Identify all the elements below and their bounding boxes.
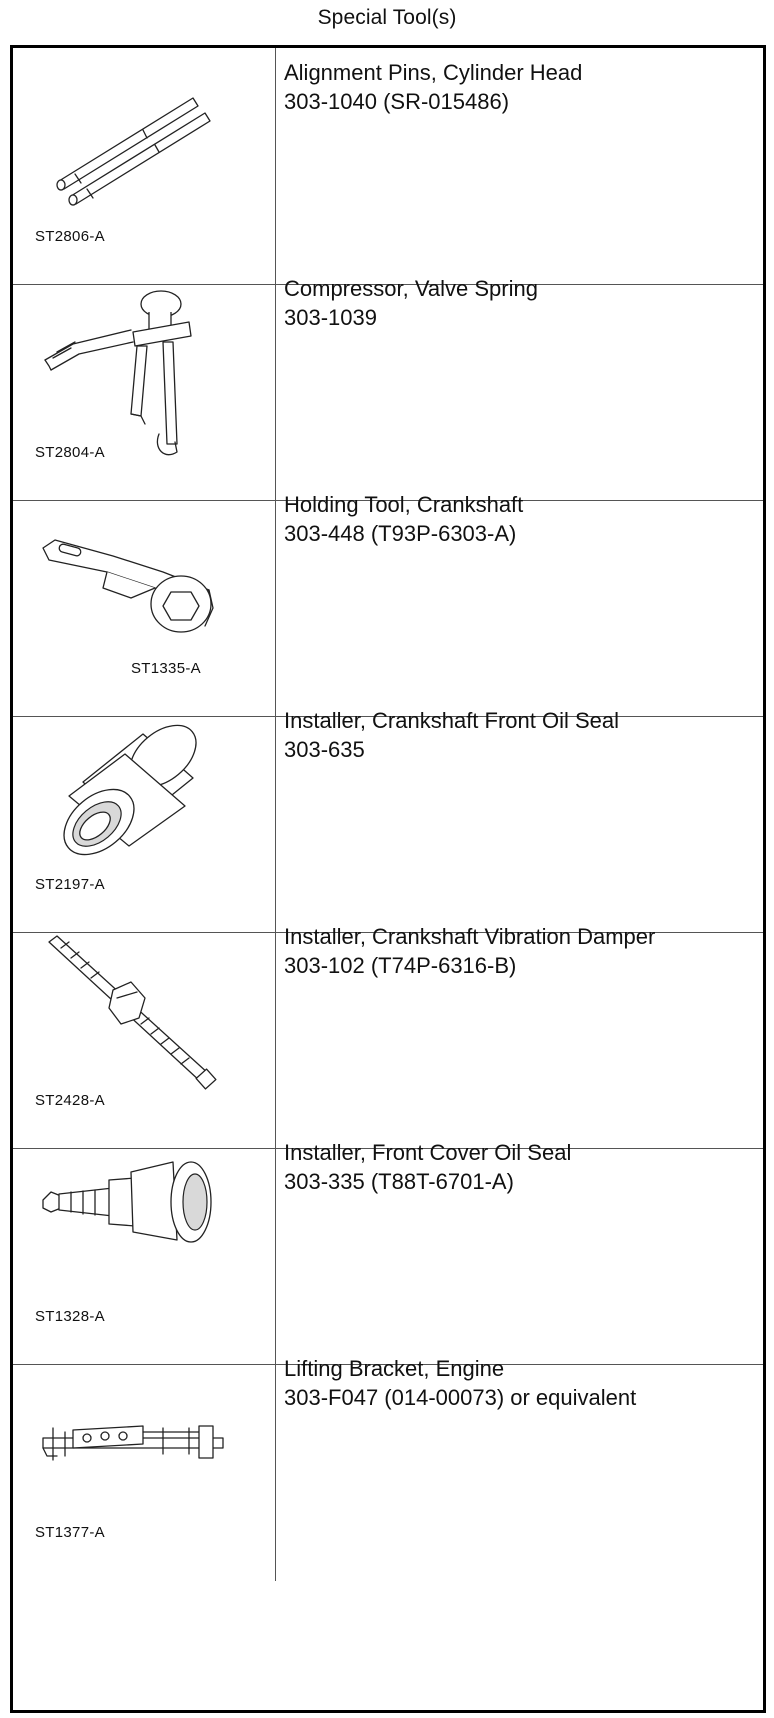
table-row (13, 480, 763, 717)
front-oil-seal-installer-illustration (13, 696, 275, 932)
tool-name: Holding Tool, Crankshaft (284, 492, 524, 517)
tool-name: Compressor, Valve Spring (284, 276, 538, 301)
tool-description (284, 274, 538, 332)
tool-name: Installer, Crankshaft Front Oil Seal (284, 708, 620, 733)
tool-name: Installer, Crankshaft Vibration Damper (284, 924, 656, 949)
vibration-damper-installer-illustration (13, 912, 275, 1148)
tool-part-number: 303-102 (T74P-6316-B) (284, 953, 517, 978)
tool-description (284, 922, 655, 980)
table-row (13, 264, 763, 501)
tool-code: ST2804-A (35, 444, 105, 461)
tool-part-number: 303-1039 (284, 305, 377, 330)
tool-illustration-cell (13, 912, 276, 1148)
tool-part-number: 303-635 (284, 737, 365, 762)
engine-lifting-bracket-illustration (13, 1344, 275, 1580)
tool-illustration-cell (13, 480, 276, 716)
special-tools-table (10, 45, 766, 1713)
table-row (13, 1128, 763, 1365)
tool-description (284, 490, 523, 548)
table-row (13, 912, 763, 1149)
tool-description (284, 1138, 571, 1196)
tool-code: ST2428-A (35, 1092, 105, 1109)
table-row (13, 1344, 763, 1581)
tool-part-number: 303-448 (T93P-6303-A) (284, 521, 517, 546)
tool-code: ST1335-A (131, 660, 201, 677)
crankshaft-holding-tool-illustration (13, 480, 275, 716)
tool-code: ST1377-A (35, 1524, 105, 1541)
table-row (13, 696, 763, 933)
tool-part-number: 303-335 (T88T-6701-A) (284, 1169, 514, 1194)
tool-description (284, 706, 619, 764)
tool-part-number: 303-F047 (014-00073) or equivalent (284, 1385, 637, 1410)
page-title: Special Tool(s) (317, 6, 457, 29)
tool-name: Alignment Pins, Cylinder Head (284, 60, 583, 85)
front-cover-seal-installer-illustration (13, 1128, 275, 1364)
table-row (13, 48, 763, 285)
tool-description (284, 58, 582, 116)
tool-illustration-cell (13, 696, 276, 932)
tool-part-number: 303-1040 (SR-015486) (284, 89, 510, 114)
tool-name: Lifting Bracket, Engine (284, 1356, 505, 1381)
tool-code: ST1328-A (35, 1308, 105, 1325)
tool-name: Installer, Front Cover Oil Seal (284, 1140, 572, 1165)
alignment-pins-illustration (13, 48, 275, 284)
tool-code: ST2806-A (35, 228, 105, 245)
valve-spring-compressor-illustration (13, 264, 275, 500)
tool-illustration-cell (13, 48, 276, 284)
tool-illustration-cell (13, 1128, 276, 1364)
tool-illustration-cell (13, 264, 276, 500)
tool-illustration-cell (13, 1344, 276, 1581)
tool-code: ST2197-A (35, 876, 105, 893)
tool-description (284, 1354, 636, 1412)
